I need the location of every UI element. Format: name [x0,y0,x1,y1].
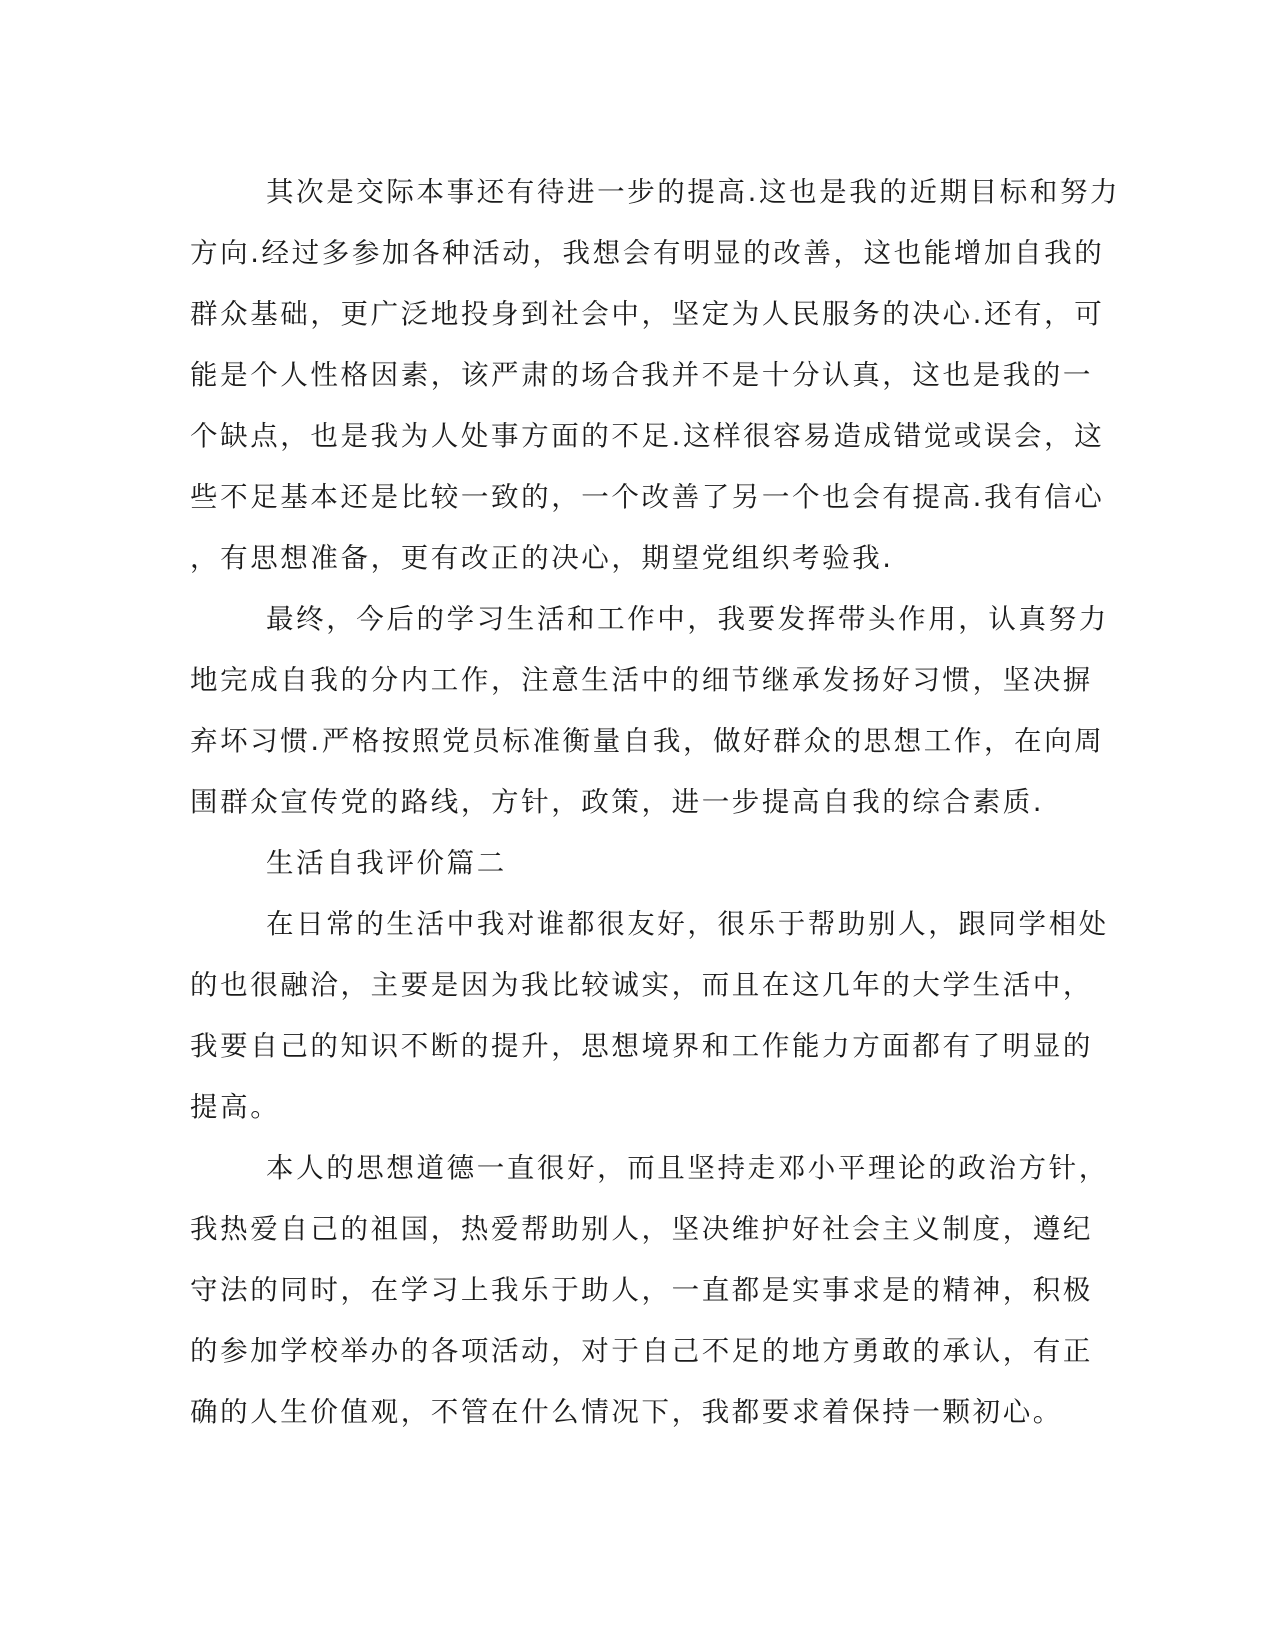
text-line: 我要自己的知识不断的提升，思想境界和工作能力方面都有了明显的 [190,1030,1093,1062]
text-line: 的参加学校举办的各项活动，对于自己不足的地方勇敢的承认，有正 [190,1335,1093,1367]
paragraph-conclusion [190,589,1109,833]
paragraph-self-improvement [190,162,1121,589]
text-line: 的也很融洽，主要是因为我比较诚实，而且在这几年的大学生活中， [190,969,1093,1001]
text-line: 我热爱自己的祖国，热爱帮助别人，坚决维护好社会主义制度，遵纪 [190,1213,1093,1245]
heading-text: 生活自我评价篇二 [266,847,507,879]
text-line: 提高。 [190,1091,281,1123]
text-line: 守法的同时，在学习上我乐于助人，一直都是实事求是的精神，积极 [190,1274,1093,1306]
paragraph-moral-character [190,1138,1109,1443]
text-line: 本人的思想道德一直很好，而且坚持走邓小平理论的政治方针， [266,1152,1109,1184]
section-heading [190,833,1075,894]
text-line: 围群众宣传党的路线，方针，政策，进一步提高自我的综合素质. [190,786,1045,818]
text-line: 地完成自我的分内工作，注意生活中的细节继承发扬好习惯，坚决摒 [190,664,1093,696]
text-line: 其次是交际本事还有待进一步的提高.这也是我的近期目标和努力 [266,176,1121,208]
text-line: 个缺点，也是我为人处事方面的不足.这样很容易造成错觉或误会，这 [190,420,1105,452]
text-line: 方向.经过多参加各种活动，我想会有明显的改善，这也能增加自我的 [190,237,1105,269]
text-line: 确的人生价值观，不管在什么情况下，我都要求着保持一颗初心。 [190,1396,1063,1428]
text-line: 最终，今后的学习生活和工作中，我要发挥带头作用，认真努力 [266,603,1109,635]
text-line: 能是个人性格因素，该严肃的场合我并不是十分认真，这也是我的一 [190,359,1093,391]
paragraph-daily-life [190,894,1109,1138]
text-line: 弃坏习惯.严格按照党员标准衡量自我，做好群众的思想工作，在向周 [190,725,1105,757]
text-line: 在日常的生活中我对谁都很友好，很乐于帮助别人，跟同学相处 [266,908,1109,940]
document-body [190,162,1121,1443]
text-line: 群众基础，更广泛地投身到社会中，坚定为人民服务的决心.还有，可 [190,298,1105,330]
text-line: ，有思想准备，更有改正的决心，期望党组织考验我. [190,542,894,574]
text-line: 些不足基本还是比较一致的，一个改善了另一个也会有提高.我有信心 [190,481,1105,513]
